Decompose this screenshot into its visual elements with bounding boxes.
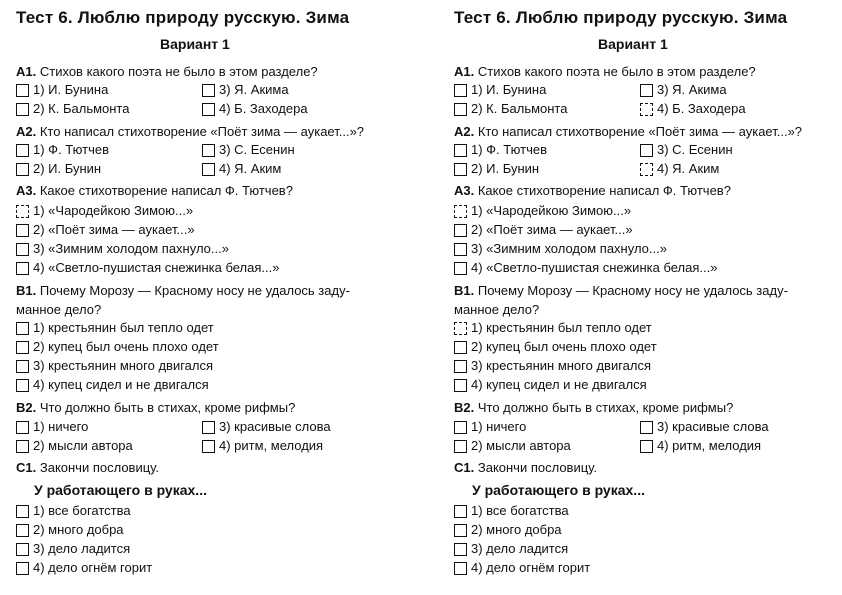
checkbox[interactable] xyxy=(16,562,29,575)
checkbox[interactable] xyxy=(16,205,29,218)
question-b2 xyxy=(454,400,733,416)
question-number: А3. xyxy=(16,183,37,198)
checkbox[interactable] xyxy=(454,84,467,97)
question-b1 xyxy=(16,283,350,299)
checkbox[interactable] xyxy=(640,84,653,97)
checkbox[interactable] xyxy=(454,144,467,157)
answer-option[interactable]: 3) С. Есенин xyxy=(640,142,733,158)
checkbox[interactable] xyxy=(640,103,653,116)
checkbox[interactable] xyxy=(454,103,467,116)
test-copy-right xyxy=(452,0,842,595)
answer-option[interactable]: 3) «Зимним холодом пахнуло...» xyxy=(454,241,667,257)
question-a2 xyxy=(16,124,364,140)
checkbox[interactable] xyxy=(16,103,29,116)
proverb-start: У работающего в руках... xyxy=(34,482,207,498)
checkbox[interactable] xyxy=(16,84,29,97)
checkbox[interactable] xyxy=(16,421,29,434)
checkbox[interactable] xyxy=(454,322,467,335)
question-text: Закончи пословицу. xyxy=(39,460,159,475)
question-a2 xyxy=(454,124,802,140)
checkbox[interactable] xyxy=(16,341,29,354)
checkbox[interactable] xyxy=(454,224,467,237)
answer-option[interactable]: 4) ритм, мелодия xyxy=(640,438,761,454)
question-text-continued: манное дело? xyxy=(16,302,102,317)
checkbox[interactable] xyxy=(454,505,467,518)
question-text: Почему Морозу — Красному носу не удалось заду- xyxy=(39,283,350,298)
checkbox[interactable] xyxy=(640,144,653,157)
question-text: Кто написал стихотворение «Поёт зима — аукает...»? xyxy=(477,124,803,139)
answer-option[interactable]: 2) К. Бальмонта xyxy=(454,101,567,117)
answer-option[interactable]: 4) «Светло-пушистая снежинка белая...» xyxy=(454,260,717,276)
answer-option[interactable]: 4) Я. Аким xyxy=(202,161,281,177)
question-text: Стихов какого поэта не было в этом разделе? xyxy=(477,64,756,79)
answer-option[interactable]: 1) ничего xyxy=(16,419,88,435)
checkbox[interactable] xyxy=(16,243,29,256)
variant-label: Вариант 1 xyxy=(598,36,668,52)
answer-option[interactable]: 3) «Зимним холодом пахнуло...» xyxy=(16,241,229,257)
answer-option[interactable]: 3) С. Есенин xyxy=(202,142,295,158)
checkbox[interactable] xyxy=(640,421,653,434)
checkbox[interactable] xyxy=(202,103,215,116)
answer-option[interactable]: 4) Я. Аким xyxy=(640,161,719,177)
test-title: Тест 6. Люблю природу русскую. Зима xyxy=(16,8,350,27)
question-text: Закончи пословицу. xyxy=(477,460,597,475)
checkbox[interactable] xyxy=(16,224,29,237)
checkbox[interactable] xyxy=(16,524,29,537)
answer-option[interactable]: 3) Я. Акима xyxy=(202,82,289,98)
checkbox[interactable] xyxy=(454,379,467,392)
answer-option[interactable]: 3) красивые слова xyxy=(202,419,331,435)
answer-option[interactable]: 1) «Чародейкою Зимою...» xyxy=(16,203,193,219)
question-text: Какое стихотворение написал Ф. Тютчев? xyxy=(39,183,293,198)
answer-option[interactable]: 4) дело огнём горит xyxy=(16,560,152,576)
question-c1 xyxy=(16,460,159,476)
answer-option[interactable]: 2) И. Бунин xyxy=(16,161,101,177)
question-text: Какое стихотворение написал Ф. Тютчев? xyxy=(477,183,731,198)
answer-option[interactable]: 3) Я. Акима xyxy=(640,82,727,98)
variant-label: Вариант 1 xyxy=(160,36,230,52)
checkbox[interactable] xyxy=(16,440,29,453)
question-a3 xyxy=(454,183,731,199)
question-c1 xyxy=(454,460,597,476)
answer-option[interactable]: 4) ритм, мелодия xyxy=(202,438,323,454)
checkbox[interactable] xyxy=(454,562,467,575)
question-a3 xyxy=(16,183,293,199)
answer-option[interactable]: 2) купец был очень плохо одет xyxy=(16,339,219,355)
answer-option[interactable]: 2) И. Бунин xyxy=(454,161,539,177)
checkbox[interactable] xyxy=(454,543,467,556)
question-text: Стихов какого поэта не было в этом разделе? xyxy=(39,64,318,79)
answer-option[interactable]: 4) «Светло-пушистая снежинка белая...» xyxy=(16,260,279,276)
answer-option[interactable]: 3) дело ладится xyxy=(16,541,130,557)
answer-option[interactable]: 3) дело ладится xyxy=(454,541,568,557)
answer-option[interactable]: 4) дело огнём горит xyxy=(454,560,590,576)
checkbox[interactable] xyxy=(202,440,215,453)
checkbox[interactable] xyxy=(454,440,467,453)
answer-option[interactable]: 2) «Поёт зима — аукает...» xyxy=(454,222,633,238)
checkbox[interactable] xyxy=(202,144,215,157)
checkbox[interactable] xyxy=(640,440,653,453)
checkbox[interactable] xyxy=(16,505,29,518)
answer-option[interactable]: 1) все богатства xyxy=(454,503,569,519)
checkbox[interactable] xyxy=(16,144,29,157)
answer-option[interactable]: 4) купец сидел и не двигался xyxy=(454,377,647,393)
answer-option[interactable]: 3) крестьянин много двигался xyxy=(454,358,651,374)
proverb-start: У работающего в руках... xyxy=(472,482,645,498)
question-text: Что должно быть в стихах, кроме рифмы? xyxy=(477,400,734,415)
answer-option[interactable]: 1) ничего xyxy=(454,419,526,435)
question-number: С1. xyxy=(454,460,475,475)
answer-option[interactable]: 1) И. Бунина xyxy=(16,82,108,98)
checkbox[interactable] xyxy=(454,262,467,275)
question-text: Что должно быть в стихах, кроме рифмы? xyxy=(39,400,296,415)
question-number: В2. xyxy=(16,400,37,415)
answer-option[interactable]: 4) купец сидел и не двигался xyxy=(16,377,209,393)
checkbox[interactable] xyxy=(640,163,653,176)
question-number: В1. xyxy=(454,283,475,298)
checkbox[interactable] xyxy=(454,421,467,434)
checkbox[interactable] xyxy=(16,379,29,392)
answer-option[interactable]: 1) «Чародейкою Зимою...» xyxy=(454,203,631,219)
test-copy-left xyxy=(14,0,424,595)
checkbox[interactable] xyxy=(454,243,467,256)
checkbox[interactable] xyxy=(16,163,29,176)
question-number: А1. xyxy=(454,64,475,79)
checkbox[interactable] xyxy=(16,262,29,275)
answer-option[interactable]: 2) «Поёт зима — аукает...» xyxy=(16,222,195,238)
question-number: В2. xyxy=(454,400,475,415)
question-number: А1. xyxy=(16,64,37,79)
answer-option[interactable]: 1) И. Бунина xyxy=(454,82,546,98)
checkbox[interactable] xyxy=(454,360,467,373)
question-number: А2. xyxy=(16,124,37,139)
question-b2 xyxy=(16,400,295,416)
checkbox[interactable] xyxy=(202,421,215,434)
checkbox[interactable] xyxy=(16,543,29,556)
question-number: А3. xyxy=(454,183,475,198)
question-number: В1. xyxy=(16,283,37,298)
checkbox[interactable] xyxy=(454,524,467,537)
checkbox[interactable] xyxy=(202,163,215,176)
question-text: Кто написал стихотворение «Поёт зима — аукает...»? xyxy=(39,124,365,139)
checkbox[interactable] xyxy=(454,341,467,354)
answer-option[interactable]: 2) много добра xyxy=(454,522,562,538)
answer-option[interactable]: 1) Ф. Тютчев xyxy=(454,142,547,158)
answer-option[interactable]: 1) все богатства xyxy=(16,503,131,519)
question-number: А2. xyxy=(454,124,475,139)
answer-option[interactable]: 1) крестьянин был тепло одет xyxy=(16,320,214,336)
question-a1 xyxy=(16,64,318,80)
checkbox[interactable] xyxy=(16,322,29,335)
question-text-continued: манное дело? xyxy=(454,302,540,317)
checkbox[interactable] xyxy=(454,205,467,218)
answer-option[interactable]: 1) Ф. Тютчев xyxy=(16,142,109,158)
checkbox[interactable] xyxy=(454,163,467,176)
answer-option[interactable]: 2) купец был очень плохо одет xyxy=(454,339,657,355)
checkbox[interactable] xyxy=(16,360,29,373)
answer-option[interactable]: 2) мысли автора xyxy=(16,438,133,454)
answer-option[interactable]: 2) мысли автора xyxy=(454,438,571,454)
question-text: Почему Морозу — Красному носу не удалось заду- xyxy=(477,283,788,298)
test-title: Тест 6. Люблю природу русскую. Зима xyxy=(454,8,788,27)
answer-option[interactable]: 3) крестьянин много двигался xyxy=(16,358,213,374)
answer-option[interactable]: 4) Б. Заходера xyxy=(640,101,746,117)
question-b1 xyxy=(454,283,788,299)
answer-option[interactable]: 2) много добра xyxy=(16,522,124,538)
checkbox[interactable] xyxy=(202,84,215,97)
answer-option[interactable]: 1) крестьянин был тепло одет xyxy=(454,320,652,336)
answer-option[interactable]: 2) К. Бальмонта xyxy=(16,101,129,117)
question-a1 xyxy=(454,64,756,80)
answer-option[interactable]: 4) Б. Заходера xyxy=(202,101,308,117)
answer-option[interactable]: 3) красивые слова xyxy=(640,419,769,435)
question-number: С1. xyxy=(16,460,37,475)
